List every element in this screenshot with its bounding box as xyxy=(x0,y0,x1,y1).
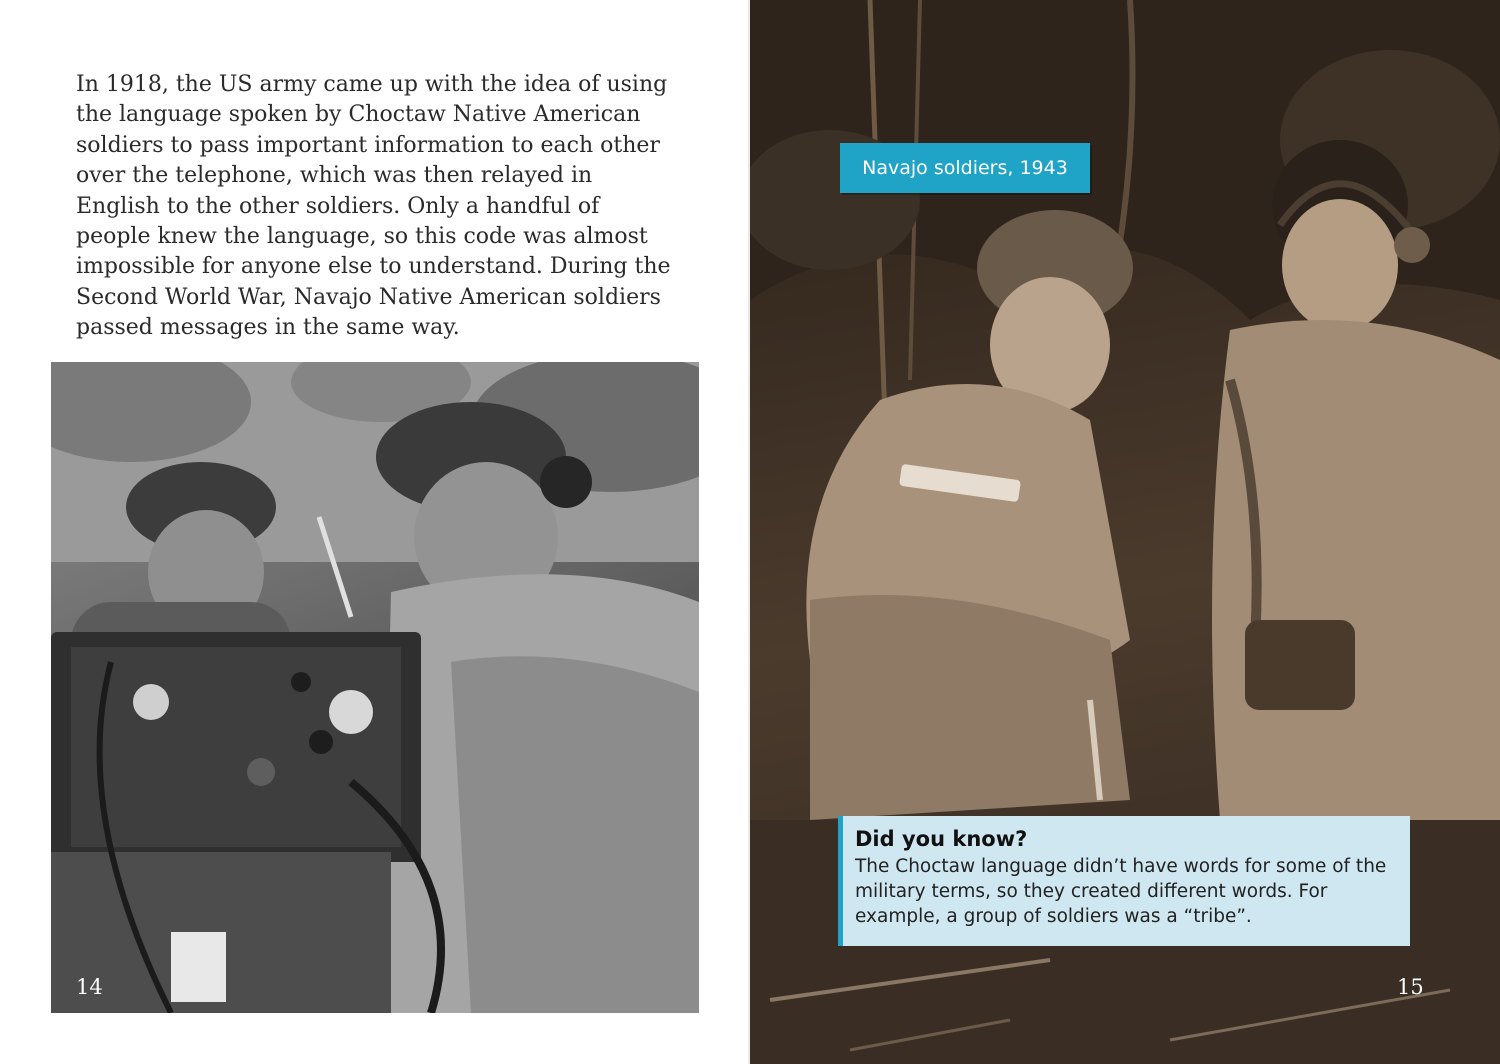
did-you-know-text: The Choctaw language didn’t have words for some of the military terms, so they created different words. For example, a group of soldiers was a “tribe”. xyxy=(855,856,1387,927)
left-page xyxy=(0,0,748,1064)
page-number-right: 15 xyxy=(1397,975,1424,999)
caption-text: Navajo soldiers, 1943 xyxy=(862,157,1068,179)
radio-operators-photo xyxy=(51,362,699,1013)
photo-caption xyxy=(840,143,1090,193)
page-number-left: 14 xyxy=(76,975,103,999)
did-you-know-title: Did you know? xyxy=(855,827,1028,851)
did-you-know-box xyxy=(838,816,1410,946)
body-text: In 1918, the US army came up with the idea of using the language spoken by Choctaw Native American soldiers to pass important information to each other over the telephone, which was then relayed in English to the other soldiers. Only a handful of people knew the language, so this code was almost impossible for anyone else to understand. During the Second World War, Navajo Native American soldiers passed messages in the same way. xyxy=(76,72,671,341)
